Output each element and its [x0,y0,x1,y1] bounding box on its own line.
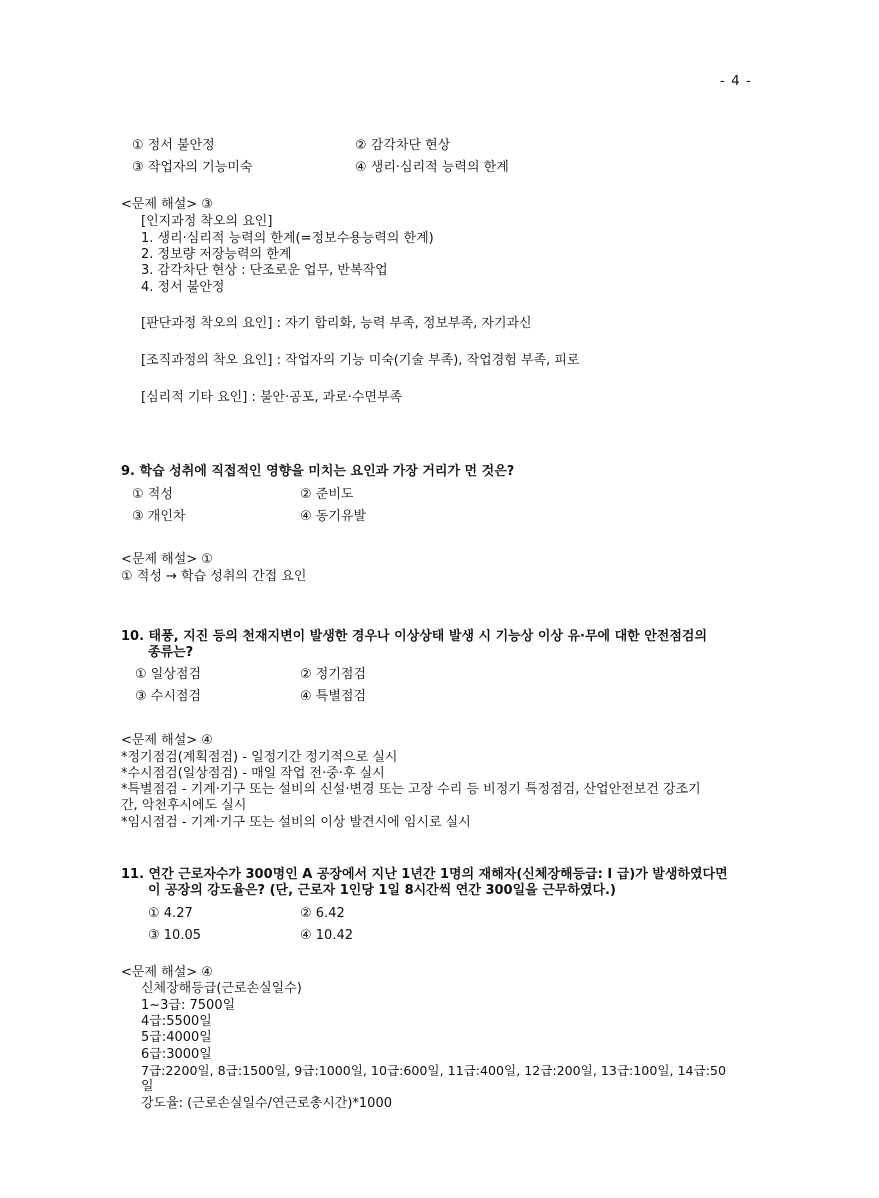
q10-explanation-line: 간, 악천후시에도 실시 [121,798,247,813]
q8-explanation-line: [조직과정의 착오 요인] : 작업자의 기능 미숙(기술 부족), 작업경험 부족, 피로 [141,353,580,368]
q9-option-3: ③ 개인차 [132,509,186,524]
q8-option-4: ④ 생리·심리적 능력의 한계 [355,160,509,175]
q9-option-2: ② 준비도 [300,487,354,502]
q8-explanation-line: 1. 생리·심리적 능력의 한계(=정보수용능력의 한계) [141,231,434,246]
q10-explanation-line: *수시점검(일상점검) - 매일 작업 전·중·후 실시 [121,766,385,781]
q8-option-1: ① 정서 불안정 [132,138,215,153]
q11-explanation-line: 일 [141,1079,154,1094]
q8-option-3: ③ 작업자의 기능미숙 [132,160,253,175]
q10-question-line-2: 종류는? [148,645,194,660]
q10-explanation-line: *특별점검 - 기계·기구 또는 설비의 신설·변경 또는 고장 수리 등 비정기 특정점검, 산업안전보건 강조기 [121,782,701,797]
q10-option-3: ③ 수시점검 [135,689,202,704]
q11-explanation-line: 6급:3000일 [141,1047,212,1062]
q11-explanation-line: 신체장해등급(근로손실일수) [141,981,302,996]
q11-question-line-2: 이 공장의 강도율은? (단, 근로자 1인당 1일 8시간씩 연간 300일을 근무하였다.) [148,883,616,898]
q11-explanation-line: 강도율: (근로손실일수/연근로총시간)*1000 [141,1096,392,1111]
q8-explanation-line: 4. 정서 불안정 [141,280,225,295]
q11-explanation-line: 7급:2200일, 8급:1500일, 9급:1000일, 10급:600일, 11급:400일, 12급:200일, 13급:100일, 14급:50 [141,1063,726,1078]
q8-explanation-header: <문제 해설> ③ [121,197,213,212]
q10-question-line-1: 10. 태풍, 지진 등의 천재지변이 발생한 경우나 이상상태 발생 시 기능상 이상 유·무에 대한 안전점검의 [121,629,708,644]
q10-option-2: ② 정기점검 [300,667,367,682]
q10-option-1: ① 일상점검 [135,667,202,682]
q11-option-4: ④ 10.42 [300,928,354,943]
q11-question-line-1: 11. 연간 근로자수가 300명인 A 공장에서 지난 1년간 1명의 재해자(신체장해등급: I 급)가 발생하였다면 [121,867,728,882]
page-number: - 4 - [720,73,752,89]
q10-explanation-line: *정기점검(계획점검) - 일정기간 정기적으로 실시 [121,750,398,765]
q9-question: 9. 학습 성취에 직접적인 영향을 미치는 요인과 가장 거리가 먼 것은? [121,464,515,479]
q11-explanation-line: 1~3급: 7500일 [141,998,236,1013]
q8-explanation-line: 3. 감각차단 현상 : 단조로운 업무, 반복작업 [141,263,388,278]
q9-option-4: ④ 동기유발 [300,509,367,524]
q8-explanation-line: [심리적 기타 요인] : 불안·공포, 과로·수면부족 [141,390,403,405]
q11-option-3: ③ 10.05 [148,928,202,943]
q8-explanation-line: [인지과정 착오의 요인] [141,214,273,229]
q11-option-1: ① 4.27 [148,906,193,921]
q11-explanation-line: 5급:4000일 [141,1030,212,1045]
q9-explanation-header: <문제 해설> ① [121,552,213,567]
q9-explanation-line: ① 적성 → 학습 성취의 간접 요인 [121,569,307,584]
q8-option-2: ② 감각차단 현상 [355,138,451,153]
q10-option-4: ④ 특별점검 [300,689,367,704]
q9-option-1: ① 적성 [132,487,173,502]
q10-explanation-header: <문제 해설> ④ [121,733,213,748]
q10-explanation-line: *임시점검 - 기계·기구 또는 설비의 이상 발견시에 임시로 실시 [121,815,471,830]
q11-explanation-header: <문제 해설> ④ [121,965,213,980]
q11-option-2: ② 6.42 [300,906,345,921]
q8-explanation-line: [판단과정 착오의 요인] : 자기 합리화, 능력 부족, 정보부족, 자기과신 [141,316,532,331]
q8-explanation-line: 2. 정보량 저장능력의 한계 [141,247,292,262]
q11-explanation-line: 4급:5500일 [141,1014,212,1029]
